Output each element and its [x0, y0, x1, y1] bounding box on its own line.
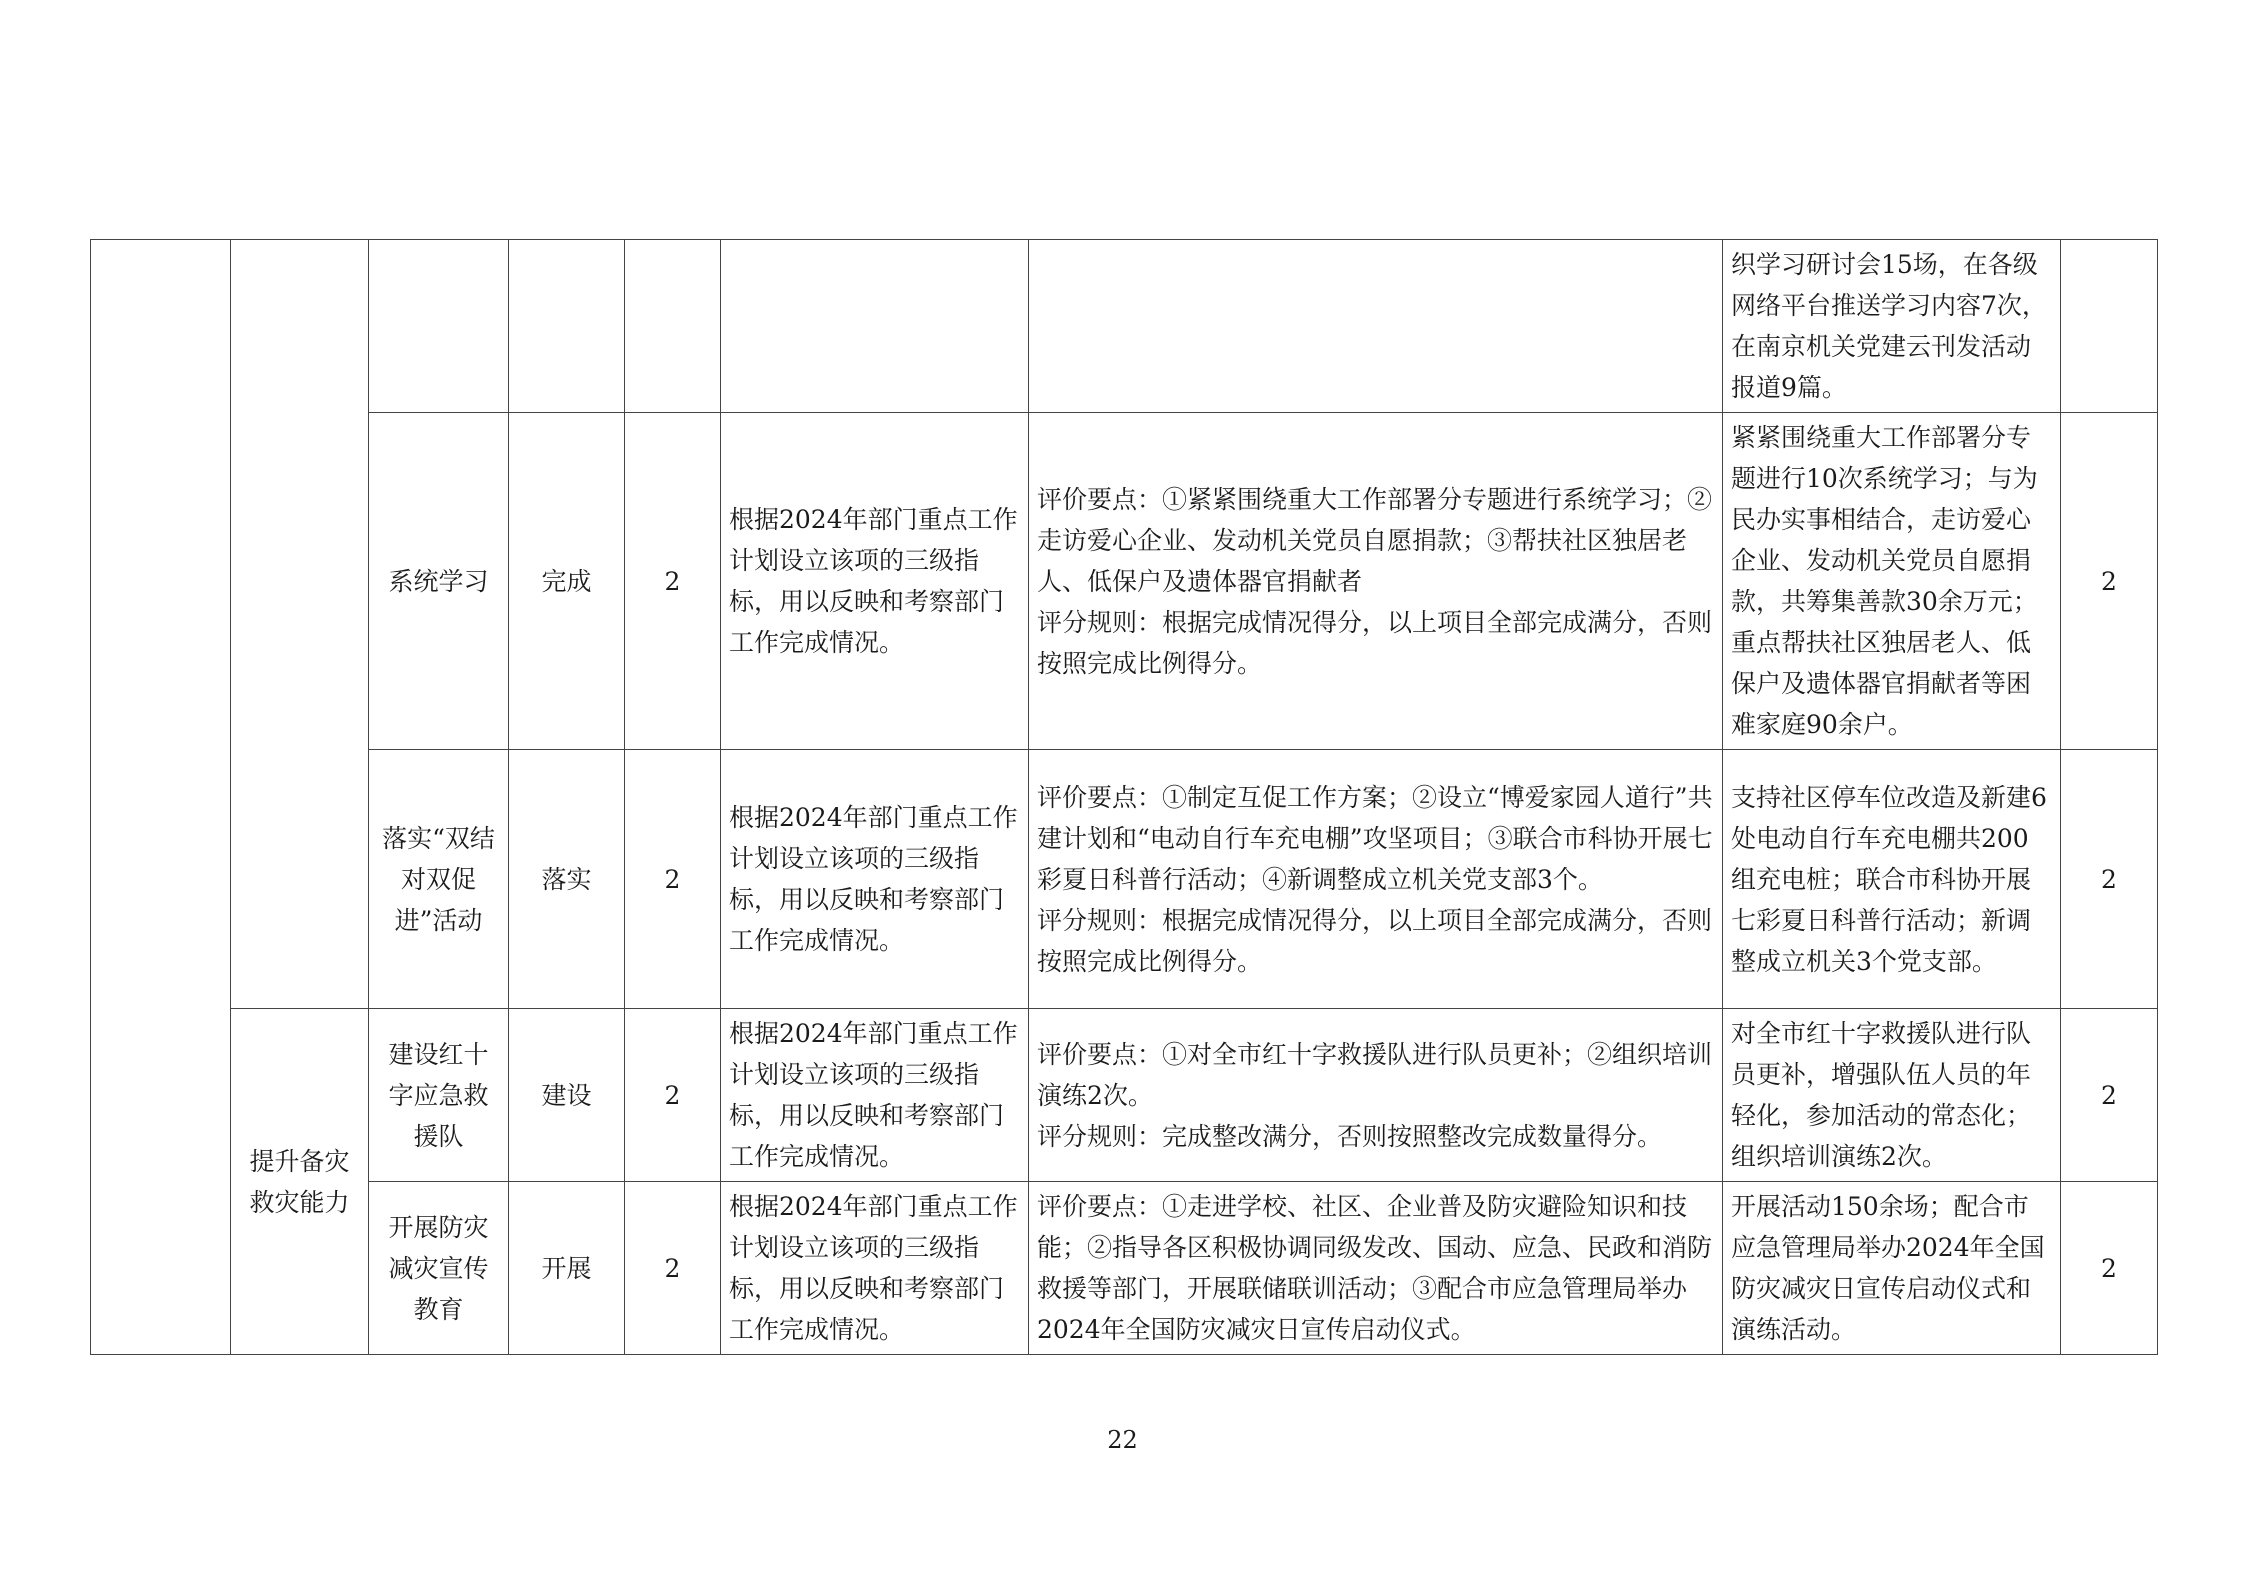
performance-table	[90, 239, 2158, 1355]
level2-cell	[231, 240, 369, 1009]
group-label-cell: 提升备灾救灾能力	[231, 1009, 369, 1355]
indicator-cell	[509, 240, 625, 413]
table-row	[91, 240, 2158, 413]
table-row	[91, 1182, 2158, 1355]
basis-cell: 根据2024年部门重点工作计划设立该项的三级指标，用以反映和考察部门工作完成情况。	[721, 413, 1029, 750]
level1-cell	[91, 240, 231, 1355]
table-row	[91, 1009, 2158, 1182]
criteria-cell: 评价要点：①对全市红十字救援队进行队员更补；②组织培训演练2次。 评分规则：完成整改满分，否则按照整改完成数量得分。	[1029, 1009, 1723, 1182]
score-cell: 2	[625, 1182, 721, 1355]
item-cell: 落实“双结对双促进”活动	[369, 750, 509, 1009]
result-cell: 开展活动150余场；配合市应急管理局举办2024年全国防灾减灾日宣传启动仪式和演练活动。	[1723, 1182, 2061, 1355]
final-score-cell: 2	[2061, 1182, 2158, 1355]
indicator-cell: 建设	[509, 1009, 625, 1182]
criteria-cell	[1029, 240, 1723, 413]
indicator-cell: 开展	[509, 1182, 625, 1355]
score-cell	[625, 240, 721, 413]
indicator-cell: 落实	[509, 750, 625, 1009]
score-cell: 2	[625, 413, 721, 750]
indicator-cell: 完成	[509, 413, 625, 750]
basis-cell	[721, 240, 1029, 413]
score-cell: 2	[625, 1009, 721, 1182]
final-score-cell: 2	[2061, 1009, 2158, 1182]
result-cell: 对全市红十字救援队进行队员更补，增强队伍人员的年轻化，参加活动的常态化；组织培训演练2次。	[1723, 1009, 2061, 1182]
table-row	[91, 750, 2158, 1009]
result-cell: 支持社区停车位改造及新建6处电动自行车充电棚共200组充电桩；联合市科协开展七彩夏日科普行活动；新调整成立机关3个党支部。	[1723, 750, 2061, 1009]
result-cell: 织学习研讨会15场，在各级网络平台推送学习内容7次，在南京机关党建云刊发活动报道9篇。	[1723, 240, 2061, 413]
final-score-cell	[2061, 240, 2158, 413]
item-cell	[369, 240, 509, 413]
basis-cell: 根据2024年部门重点工作计划设立该项的三级指标，用以反映和考察部门工作完成情况。	[721, 1182, 1029, 1355]
basis-cell: 根据2024年部门重点工作计划设立该项的三级指标，用以反映和考察部门工作完成情况。	[721, 750, 1029, 1009]
page-number: 22	[1107, 1426, 1138, 1454]
item-cell: 开展防灾减灾宣传教育	[369, 1182, 509, 1355]
item-cell: 建设红十字应急救援队	[369, 1009, 509, 1182]
criteria-cell: 评价要点：①制定互促工作方案；②设立“博爱家园人道行”共建计划和“电动自行车充电棚”攻坚项目；③联合市科协开展七彩夏日科普行活动；④新调整成立机关党支部3个。 评分规则：根据完成情况得分，以上项目全部完成满分，否则按照完成比例得分。	[1029, 750, 1723, 1009]
final-score-cell: 2	[2061, 413, 2158, 750]
table-row	[91, 413, 2158, 750]
score-cell: 2	[625, 750, 721, 1009]
criteria-cell: 评价要点：①紧紧围绕重大工作部署分专题进行系统学习；②走访爱心企业、发动机关党员自愿捐款；③帮扶社区独居老人、低保户及遗体器官捐献者 评分规则：根据完成情况得分，以上项目全部完成满分，否则按照完成比例得分。	[1029, 413, 1723, 750]
criteria-cell: 评价要点：①走进学校、社区、企业普及防灾避险知识和技能；②指导各区积极协调同级发改、国动、应急、民政和消防救援等部门，开展联储联训活动；③配合市应急管理局举办2024年全国防灾减灾日宣传启动仪式。	[1029, 1182, 1723, 1355]
item-cell: 系统学习	[369, 413, 509, 750]
result-cell: 紧紧围绕重大工作部署分专题进行10次系统学习；与为民办实事相结合，走访爱心企业、发动机关党员自愿捐款，共筹集善款30余万元；重点帮扶社区独居老人、低保户及遗体器官捐献者等困难家庭90余户。	[1723, 413, 2061, 750]
basis-cell: 根据2024年部门重点工作计划设立该项的三级指标，用以反映和考察部门工作完成情况。	[721, 1009, 1029, 1182]
final-score-cell: 2	[2061, 750, 2158, 1009]
